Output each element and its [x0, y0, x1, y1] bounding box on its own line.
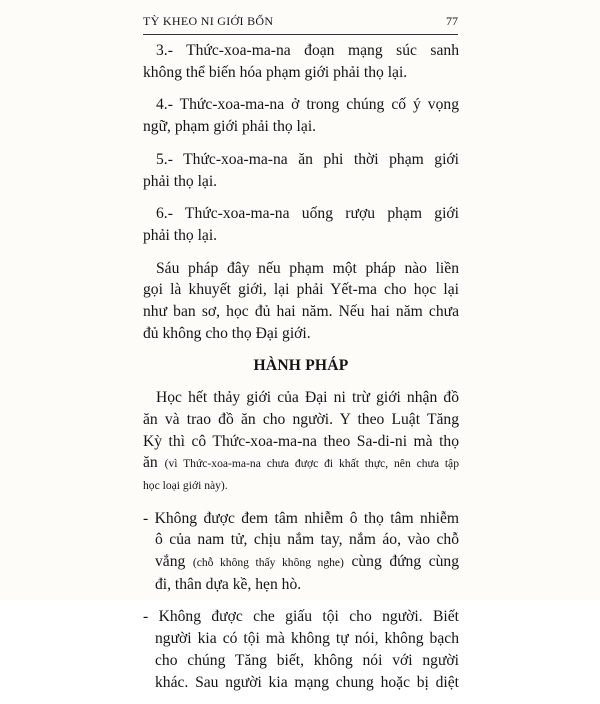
- text-line: ngữ, phạm giới phải thọ lại.: [143, 118, 317, 136]
- running-header: [143, 10, 458, 35]
- text-line: - Không được đem tâm nhiễm ô thọ tâm nhiễm: [143, 509, 459, 527]
- parenthetical-note: (vì Thức-xoa-ma-na chưa được đi khất thực, nên chưa tập: [164, 457, 459, 471]
- text-line: không thể biến hóa phạm giới phải thọ lại.: [143, 63, 408, 81]
- rule-item-3: [143, 40, 459, 83]
- text-line: phải thọ lại.: [143, 172, 218, 190]
- text-line: ô của nam tử, chịu nắm tay, nắm áo, vào chỗ: [155, 531, 459, 549]
- text-line: [143, 452, 459, 475]
- parenthetical-note: học loại giới này).: [143, 478, 228, 492]
- text-line: ăn và trao đồ ăn cho người. Y theo Luật Tăng: [143, 410, 459, 428]
- text-line: người kia có tội mà không tự nói, không bạch: [155, 630, 459, 648]
- rule-item-4: [143, 94, 459, 137]
- text-line: Học hết thảy giới của Đại ni trừ giới nhận đồ: [156, 389, 459, 407]
- book-title: TỲ KHEO NI GIỚI BỔN: [143, 14, 274, 28]
- text-line: Kỳ thì cô Thức-xoa-ma-na theo Sa-di-ni mà thọ: [143, 432, 459, 450]
- text-line: khác. Sau người kia mạng chung hoặc bị diệt: [155, 673, 459, 691]
- text-run: cùng đứng cùng: [351, 553, 460, 571]
- text-line: phải thọ lại.: [143, 226, 218, 244]
- text-line: 4.- Thức-xoa-ma-na ở trong chúng cố ý vọng: [156, 96, 459, 114]
- text-line: - Không được che giấu tội cho người. Biết: [143, 608, 459, 626]
- text-line: 6.- Thức-xoa-ma-na uống rượu phạm giới: [156, 205, 459, 223]
- text-line: cho chúng Tăng biết, không nói với người: [155, 651, 459, 669]
- text-line: đủ không cho thọ Đại giới.: [143, 324, 311, 342]
- rule-paragraph-2: [143, 606, 459, 693]
- text-line: 5.- Thức-xoa-ma-na ăn phi thời phạm giới: [156, 150, 459, 168]
- intro-paragraph: [143, 387, 459, 497]
- summary-paragraph: [143, 258, 459, 345]
- text-run: vắng: [155, 553, 186, 571]
- page-number: 77: [446, 14, 458, 28]
- text-line: [155, 551, 459, 574]
- parenthetical-note: (chỗ không thấy không nghe): [192, 556, 344, 570]
- rule-paragraph-1: [143, 508, 459, 596]
- text-run: ăn: [143, 454, 158, 472]
- text-line: đi, thân dựa kề, hẹn hò.: [155, 575, 302, 593]
- text-line: gọi là khuyết giới, lại phải Yết-ma cho học lại: [143, 281, 459, 299]
- text-line: như ban sơ, học đủ hai năm. Nếu hai năm chưa: [143, 303, 459, 321]
- page-body: [143, 40, 459, 704]
- text-line: Sáu pháp đây nếu phạm một pháp nào liền: [156, 259, 459, 277]
- text-line: 3.- Thức-xoa-ma-na đoạn mạng súc sanh: [156, 42, 459, 59]
- rule-item-5: [143, 149, 459, 192]
- rule-item-6: [143, 203, 459, 246]
- section-heading: HÀNH PHÁP: [253, 357, 349, 375]
